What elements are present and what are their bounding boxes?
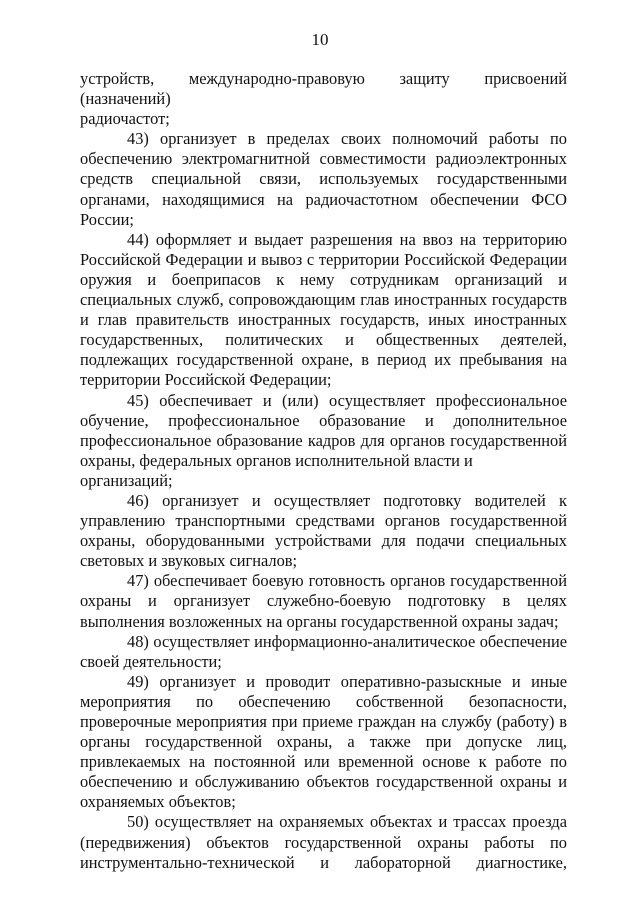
list-item-47 xyxy=(80,571,567,631)
list-item-50 xyxy=(80,812,567,872)
page-number: 10 xyxy=(311,30,329,49)
text-line: своей деятельности; xyxy=(80,651,222,671)
text-line: проверочные мероприятия при приеме граждан на службу (работу) в xyxy=(80,712,567,731)
text-line: 48) осуществляет информационно-аналитическое обеспечение xyxy=(127,631,567,651)
text-line: 46) организует и осуществляет подготовку водителей к xyxy=(127,490,567,510)
text-line: (передвижения) объектов государственной охраны работы по xyxy=(80,832,567,852)
list-item-48 xyxy=(80,632,567,672)
text-line: профессиональное образование кадров для органов государственной xyxy=(80,430,567,450)
text-line: управлению транспортными средствами органов государственной xyxy=(80,511,567,531)
text-line: 44) оформляет и выдает разрешения на ввоз на территорию xyxy=(127,229,567,249)
text-line: охраняемых объектов; xyxy=(80,792,236,812)
text-line: специальных служб, сопровождающим глав иностранных государств xyxy=(80,290,567,310)
text-line: и глав правительств иностранных государств, иных иностранных xyxy=(80,310,567,330)
text-line: подлежащих государственной охране, в период их пребывания на xyxy=(80,350,567,370)
text-line: территории Российской Федерации; xyxy=(80,370,332,390)
text-line: государственных, политических и общественных деятелей, xyxy=(80,330,567,350)
text-line: 43) организует в пределах своих полномочий работы по xyxy=(127,129,567,149)
text-line: охраны, оборудованными устройствами для подачи специальных xyxy=(80,531,567,551)
text-line: радиочастот; xyxy=(80,109,170,129)
paragraph-continuation xyxy=(80,69,567,129)
text-line: органами, находящимися на радиочастотном обеспечении ФСО xyxy=(80,189,567,209)
list-item-45 xyxy=(80,391,567,491)
text-line: 47) обеспечивает боевую готовность органов государственной xyxy=(127,571,567,591)
document-body xyxy=(80,69,567,873)
list-item-46 xyxy=(80,491,567,571)
text-line: устройств, международно-правовую защиту присвоений (назначений) xyxy=(80,69,567,109)
list-item-49 xyxy=(80,672,567,813)
text-line: обеспечению электромагнитной совместимости радиоэлектронных xyxy=(80,149,567,169)
text-line: 50) осуществляет на охраняемых объектах и трассах проезда xyxy=(127,812,567,832)
text-line: выполнения возложенных на органы государственной охраны задач; xyxy=(80,611,559,631)
text-line: привлекаемых на постоянной или временной основе к работе по xyxy=(80,752,567,772)
list-item-44 xyxy=(80,230,567,391)
text-line: Российской Федерации и вывоз с территории Российской Федерации xyxy=(80,249,567,269)
text-line: мероприятия по обеспечению собственной безопасности, xyxy=(80,691,567,711)
text-line: средств специальной связи, используемых государственными xyxy=(80,169,567,189)
text-line: 45) обеспечивает и (или) осуществляет профессиональное xyxy=(127,390,567,410)
text-line: охраны и организует служебно-боевую подготовку в целях xyxy=(80,591,567,611)
text-line: России; xyxy=(80,209,134,229)
text-line: оружия и боеприпасов к нему сотрудникам организаций и xyxy=(80,269,567,289)
text-line: световых и звуковых сигналов; xyxy=(80,551,298,571)
text-line: 49) организует и проводит оперативно-разыскные и иные xyxy=(127,671,567,691)
text-line: обучение, профессиональное образование и дополнительное xyxy=(80,410,567,430)
text-line: охраны, федеральных органов исполнительной власти и организаций; xyxy=(80,450,473,490)
text-line: обеспечению и обслуживанию объектов государственной охраны и xyxy=(80,772,567,792)
list-item-43 xyxy=(80,129,567,229)
text-line: инструментально-технической и лабораторной диагностике, xyxy=(80,852,567,872)
text-line: органы государственной охраны, а также при допуске лиц, xyxy=(80,732,567,752)
